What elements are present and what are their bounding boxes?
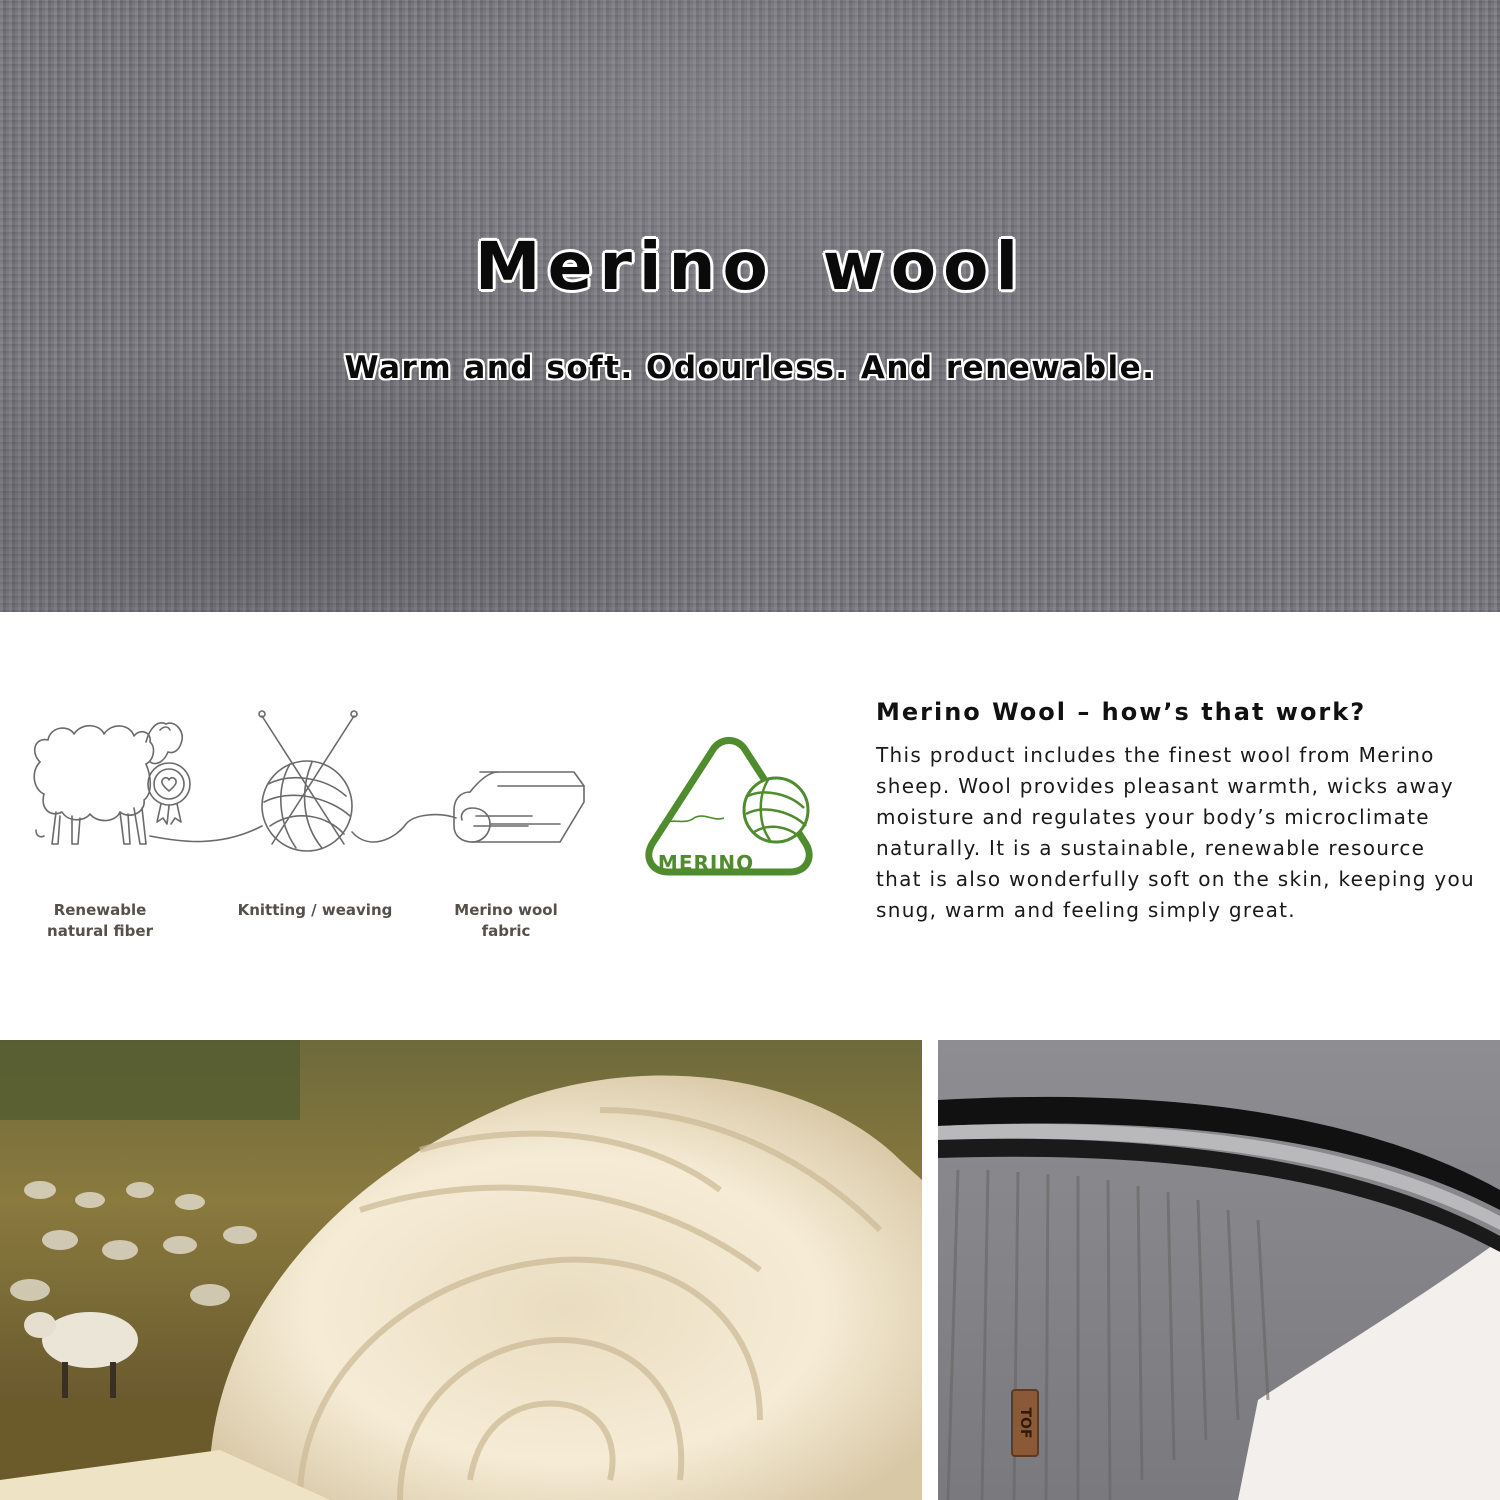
folded-fabric-icon bbox=[454, 772, 584, 842]
wool-process-row bbox=[0, 612, 860, 1032]
info-body: This product includes the finest wool from Merino sheep. Wool provides pleasant warmth, wicks away moisture and regulates your body’s microclimate naturally. It is a sustainable, renewable resource that is also wonderfully soft on the skin, keeping you snug, warm and feeling simply great. bbox=[876, 743, 1475, 922]
hero-title: Merino wool bbox=[474, 228, 1026, 305]
step-label-knitting bbox=[215, 900, 415, 921]
step-label-line: Knitting / weaving bbox=[237, 901, 393, 919]
merino-badge-text: MERINO bbox=[657, 851, 755, 875]
thread-line-2 bbox=[352, 815, 456, 842]
brand-tag-icon bbox=[1010, 1388, 1040, 1458]
step-label-fabric bbox=[406, 900, 606, 942]
info-title: Merino Wool – how’s that work? bbox=[876, 698, 1367, 726]
merino-info bbox=[876, 698, 1476, 926]
sheep-field-wool-roving-photo bbox=[0, 1040, 922, 1500]
brand-tag-text: TOF bbox=[1017, 1407, 1033, 1439]
sheep-icon bbox=[34, 723, 182, 844]
knit-texture-hero bbox=[0, 0, 1500, 612]
step-label-line: Merino wool bbox=[454, 901, 558, 919]
step-label-line: fabric bbox=[481, 922, 531, 940]
merino-badge-icon bbox=[649, 741, 809, 876]
thread-line bbox=[150, 826, 262, 842]
yarn-ball-with-needles-icon bbox=[259, 711, 357, 851]
process-illustration bbox=[0, 612, 860, 1032]
heart-rosette-icon bbox=[148, 763, 190, 824]
step-label-line: natural fiber bbox=[47, 922, 153, 940]
step-label-line: Renewable bbox=[53, 901, 147, 919]
hero-subtitle: Warm and soft. Odourless. And renewable. bbox=[344, 350, 1156, 386]
step-label-renewable bbox=[0, 900, 200, 942]
